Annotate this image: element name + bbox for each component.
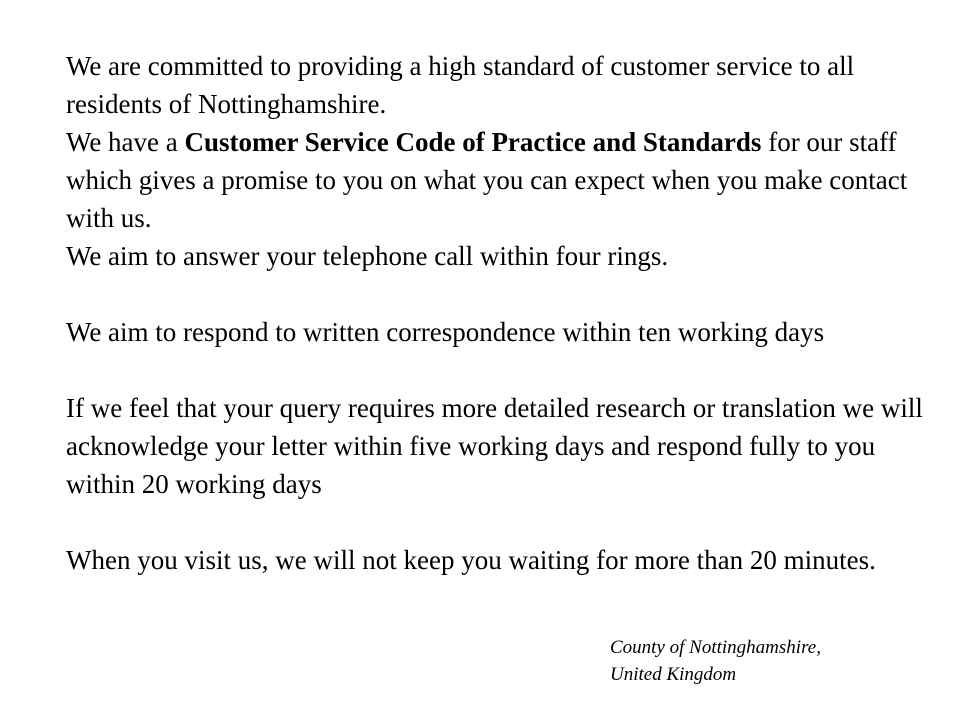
commitment-paragraph: We are committed to providing a high standard of customer service to all residents of Nottinghamshire.	[66, 51, 855, 119]
code-prefix-text: We have a	[66, 127, 185, 157]
code-suffix-text: for our staff which gives a promise to you on what you can expect when you make contact with us.	[66, 127, 908, 233]
paragraph-spacer	[66, 503, 926, 541]
code-title-text: Customer Service Code of Practice and Standards	[184, 127, 762, 157]
source-caption	[610, 634, 821, 688]
code-of-practice-paragraph	[66, 123, 926, 237]
caption-line-county: County of Nottinghamshire,	[610, 637, 821, 658]
slide-body	[66, 47, 926, 579]
paragraph-spacer	[66, 275, 926, 313]
research-standard: If we feel that your query requires more detailed research or translation we will acknowledge your letter within five working days and respond fully to you within 20 working days	[66, 393, 923, 499]
caption-line-country: United Kingdom	[610, 664, 737, 685]
telephone-standard: We aim to answer your telephone call within four rings.	[66, 241, 669, 271]
correspondence-standard: We aim to respond to written correspondence within ten working days	[66, 317, 825, 347]
visit-standard: When you visit us, we will not keep you waiting for more than 20 minutes.	[66, 545, 876, 575]
paragraph-spacer	[66, 351, 926, 389]
